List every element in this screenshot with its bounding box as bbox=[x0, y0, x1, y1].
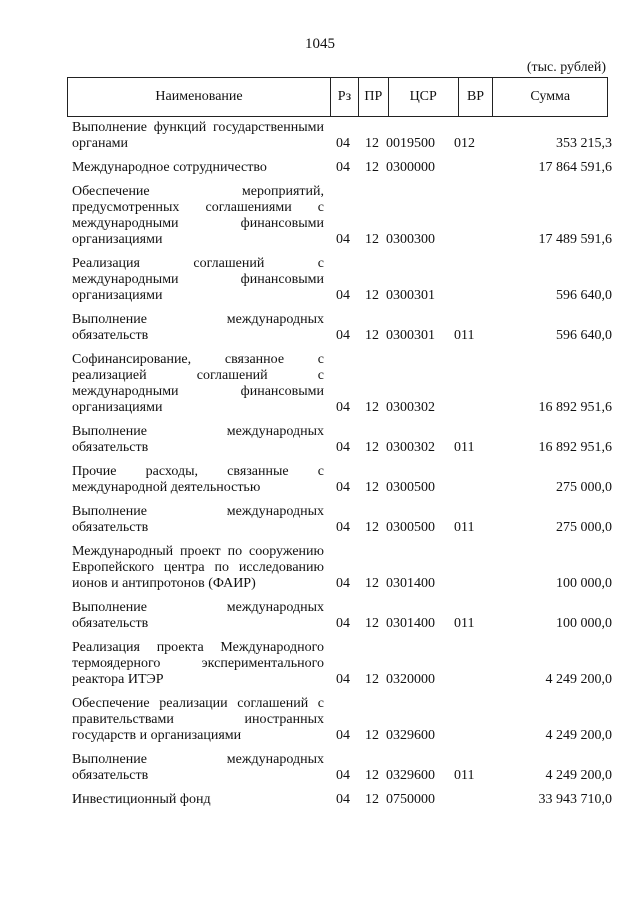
row-name: Обеспечение реализации соглашений с правительствами иностранных государств и организациями bbox=[72, 696, 324, 743]
row-csr: 0329600 bbox=[386, 728, 435, 743]
row-rz: 04 bbox=[336, 232, 350, 247]
row-name: Международное сотрудничество bbox=[72, 160, 267, 175]
row-csr: 0300000 bbox=[386, 160, 435, 175]
row-pr: 12 bbox=[365, 400, 379, 415]
row-pr: 12 bbox=[365, 728, 379, 743]
row-rz: 04 bbox=[336, 576, 350, 591]
row-pr: 12 bbox=[365, 768, 379, 783]
row-rz: 04 bbox=[336, 672, 350, 687]
header-pr: ПР bbox=[358, 78, 388, 116]
table-row bbox=[72, 464, 612, 496]
row-sum: 596 640,0 bbox=[556, 288, 612, 303]
row-csr: 0300500 bbox=[386, 480, 435, 495]
row-sum: 353 215,3 bbox=[556, 136, 612, 151]
row-csr: 0300301 bbox=[386, 288, 435, 303]
row-pr: 12 bbox=[365, 328, 379, 343]
row-vr: 012 bbox=[454, 136, 475, 151]
header-name: Наименование bbox=[155, 89, 243, 104]
row-name: Выполнение международных обязательств bbox=[72, 504, 324, 535]
table-row bbox=[72, 424, 612, 456]
row-rz: 04 bbox=[336, 288, 350, 303]
row-csr: 0301400 bbox=[386, 616, 435, 631]
row-pr: 12 bbox=[365, 440, 379, 455]
row-name: Международный проект по сооружению Европейского центра по исследованию ионов и антипротонов (ФАИР) bbox=[72, 544, 324, 591]
row-sum: 4 249 200,0 bbox=[545, 768, 612, 783]
table-row bbox=[72, 640, 612, 688]
row-sum: 100 000,0 bbox=[556, 576, 612, 591]
row-rz: 04 bbox=[336, 768, 350, 783]
table-row bbox=[72, 752, 612, 784]
row-sum: 4 249 200,0 bbox=[545, 728, 612, 743]
row-name: Выполнение международных обязательств bbox=[72, 600, 324, 631]
table-row bbox=[72, 504, 612, 536]
row-name: Софинансирование, связанное с реализацией соглашений с международными финансовыми организациями bbox=[72, 352, 324, 415]
row-csr: 0300500 bbox=[386, 520, 435, 535]
row-name: Выполнение международных обязательств bbox=[72, 424, 324, 455]
units-label: (тыс. рублей) bbox=[526, 60, 606, 75]
row-rz: 04 bbox=[336, 440, 350, 455]
table-row bbox=[72, 544, 612, 592]
row-rz: 04 bbox=[336, 792, 350, 807]
table-row bbox=[72, 184, 612, 248]
row-pr: 12 bbox=[365, 480, 379, 495]
row-rz: 04 bbox=[336, 520, 350, 535]
row-vr: 011 bbox=[454, 768, 475, 783]
row-sum: 100 000,0 bbox=[556, 616, 612, 631]
row-pr: 12 bbox=[365, 672, 379, 687]
row-name: Прочие расходы, связанные с международной деятельностью bbox=[72, 464, 324, 495]
row-rz: 04 bbox=[336, 400, 350, 415]
row-csr: 0320000 bbox=[386, 672, 435, 687]
row-name: Выполнение международных обязательств bbox=[72, 752, 324, 783]
row-csr: 0750000 bbox=[386, 792, 435, 807]
table-row bbox=[72, 600, 612, 632]
row-pr: 12 bbox=[365, 160, 379, 175]
row-sum: 596 640,0 bbox=[556, 328, 612, 343]
row-csr: 0019500 bbox=[386, 136, 435, 151]
row-csr: 0300302 bbox=[386, 440, 435, 455]
row-name: Реализация проекта Международного термоядерного экспериментального реактора ИТЭР bbox=[72, 640, 324, 687]
row-name: Выполнение функций государственными органами bbox=[72, 120, 324, 151]
row-sum: 4 249 200,0 bbox=[545, 672, 612, 687]
row-sum: 17 864 591,6 bbox=[538, 160, 612, 175]
header-rz: Рз bbox=[330, 78, 358, 116]
row-rz: 04 bbox=[336, 728, 350, 743]
row-pr: 12 bbox=[365, 576, 379, 591]
row-sum: 16 892 951,6 bbox=[538, 440, 612, 455]
header-vr: ВР bbox=[458, 78, 493, 116]
row-name: Выполнение международных обязательств bbox=[72, 312, 324, 343]
row-sum: 17 489 591,6 bbox=[538, 232, 612, 247]
row-sum: 275 000,0 bbox=[556, 480, 612, 495]
row-pr: 12 bbox=[365, 232, 379, 247]
row-vr: 011 bbox=[454, 616, 475, 631]
row-csr: 0300301 bbox=[386, 328, 435, 343]
row-csr: 0300300 bbox=[386, 232, 435, 247]
row-name: Обеспечение мероприятий, предусмотренных соглашениями с международными финансовыми организациями bbox=[72, 184, 324, 247]
row-pr: 12 bbox=[365, 288, 379, 303]
row-pr: 12 bbox=[365, 136, 379, 151]
table-row bbox=[72, 256, 612, 304]
row-sum: 275 000,0 bbox=[556, 520, 612, 535]
row-rz: 04 bbox=[336, 328, 350, 343]
table-row bbox=[72, 160, 612, 176]
table-row bbox=[72, 352, 612, 416]
row-pr: 12 bbox=[365, 616, 379, 631]
table-row bbox=[72, 792, 612, 808]
row-vr: 011 bbox=[454, 440, 475, 455]
header-sum: Сумма bbox=[492, 78, 607, 116]
table-row bbox=[72, 696, 612, 744]
table-row bbox=[72, 312, 612, 344]
row-name: Инвестиционный фонд bbox=[72, 792, 211, 807]
table-body bbox=[72, 120, 612, 816]
page-number: 1045 bbox=[305, 36, 335, 52]
table-header bbox=[67, 77, 608, 117]
row-rz: 04 bbox=[336, 616, 350, 631]
table-row bbox=[72, 120, 612, 152]
row-pr: 12 bbox=[365, 792, 379, 807]
row-vr: 011 bbox=[454, 520, 475, 535]
row-rz: 04 bbox=[336, 136, 350, 151]
row-csr: 0301400 bbox=[386, 576, 435, 591]
row-csr: 0329600 bbox=[386, 768, 435, 783]
row-pr: 12 bbox=[365, 520, 379, 535]
row-sum: 16 892 951,6 bbox=[538, 400, 612, 415]
header-csr: ЦСР bbox=[388, 78, 458, 116]
row-sum: 33 943 710,0 bbox=[538, 792, 612, 807]
row-csr: 0300302 bbox=[386, 400, 435, 415]
row-rz: 04 bbox=[336, 480, 350, 495]
row-vr: 011 bbox=[454, 328, 475, 343]
row-rz: 04 bbox=[336, 160, 350, 175]
row-name: Реализация соглашений с международными финансовыми организациями bbox=[72, 256, 324, 303]
